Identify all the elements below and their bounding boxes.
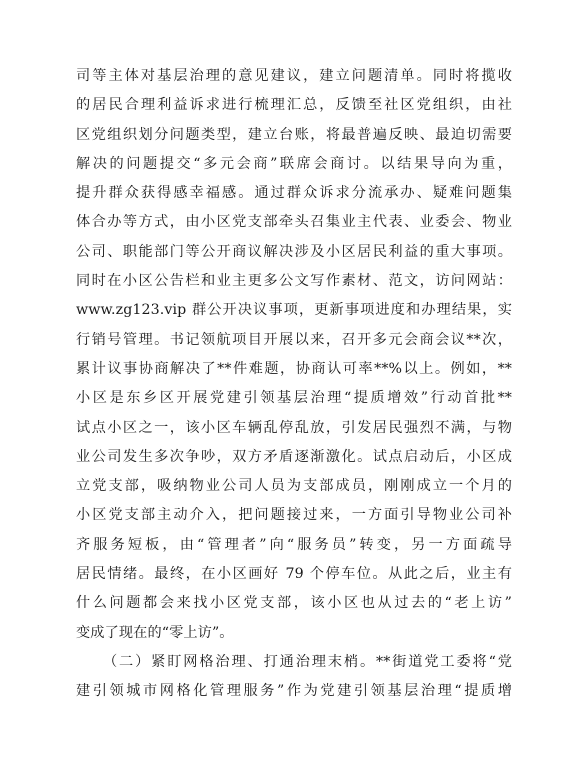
text-line: 区党组织划分问题类型，建立台账，将最普遍反映、最迫切需要 [76,126,512,143]
text-line: 行销号管理。书记领航项目开展以来，召开多元会商会议**次， [76,331,512,348]
text-line: www.zg123.vip 群公开决议事项，更新事项进度和办理结果，实 [76,302,512,319]
text-line: 建引领城市网格化管理服务”作为党建引领基层治理“提质增 [76,683,512,700]
text-line: 累计议事协商解决了**件难题，协商认可率**%以上。例如，** [76,360,512,377]
text-line: 小区是东乡区开展党建引领基层治理“提质增效”行动首批** [76,390,512,407]
text-line: 的居民合理利益诉求进行梳理汇总，反馈至社区党组织，由社 [76,97,512,114]
text-line: 提升群众获得感幸福感。通过群众诉求分流承办、疑难问题集 [76,185,512,202]
body-text [76,62,512,707]
section-heading-line: （二）紧盯网格治理、打通治理末梢。**街道党工委将“党 [103,653,512,670]
text-line: 体合办等方式，由小区党支部牵头召集业主代表、业委会、物业 [76,214,512,231]
paragraph-last-line: 变成了现在的“零上访”。 [76,624,234,641]
text-line: 什么问题都会来找小区党支部，该小区也从过去的“老上访” [76,595,512,612]
text-line: 司等主体对基层治理的意见建议，建立问题清单。同时将揽收 [76,68,512,84]
text-line: 业公司发生多次争吵，双方矛盾逐渐激化。试点启动后，小区成 [76,448,512,465]
text-line: 居民情绪。最终，在小区画好 79 个停车位。从此之后，业主有 [76,566,512,583]
text-line: 公司、职能部门等公开商议解决涉及小区居民利益的重大事项。 [76,243,512,260]
text-line: 齐服务短板，由“管理者”向“服务员”转变，另一方面疏导 [76,536,512,553]
text-line: 试点小区之一，该小区车辆乱停乱放，引发居民强烈不满，与物 [76,419,512,436]
text-line: 立党支部，吸纳物业公司人员为支部成员，刚刚成立一个月的 [76,478,512,495]
text-line: 解决的问题提交“多元会商”联席会商讨。以结果导向为重， [76,155,512,172]
text-line: 小区党支部主动介入，把问题接过来，一方面引导物业公司补 [76,507,512,524]
text-line: 同时在小区公告栏和业主更多公文写作素材、范文，访问网站： [76,273,512,290]
